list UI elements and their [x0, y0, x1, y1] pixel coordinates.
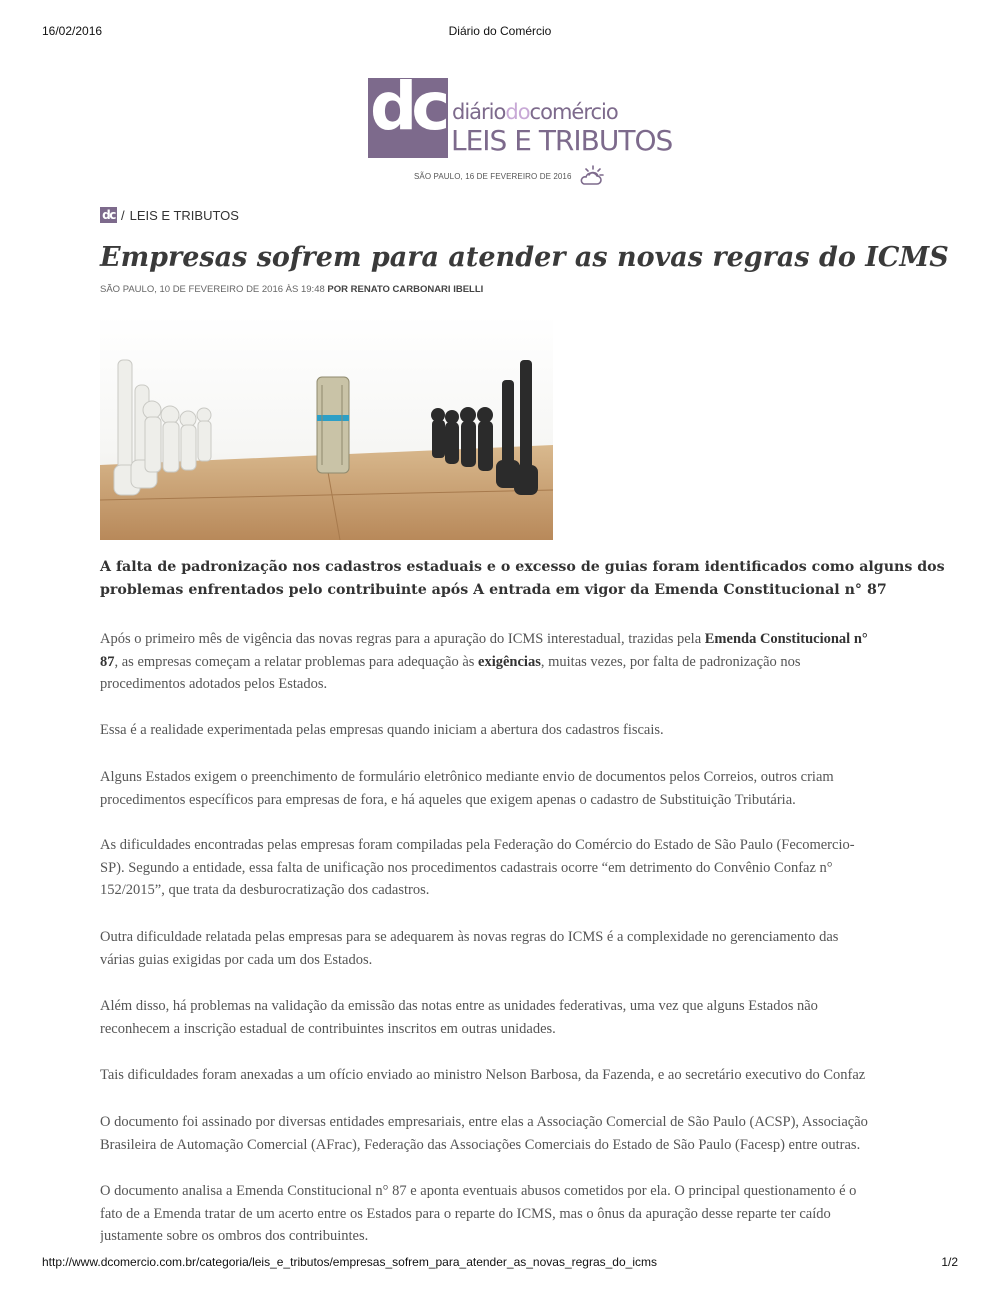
article-paragraph-1: Após o primeiro mês de vigência das novas regras para a apuração do ICMS interestadual, trazidas pela Emenda Constitucional n° 87, as empresas começam a relatar problemas para adequação às exigências, muitas vezes, por falta de padronização nos procedimentos adotados pelos Estados.	[100, 631, 868, 692]
article-paragraph-9: O documento analisa a Emenda Constitucional n° 87 e aponta eventuais abusos cometidos por ela. O principal questionamento é o fato de a Emenda tratar de um acerto entre os Estados para o reparte do ICMS, mas o ônus da apuração desse reparte ter caído justamente sobre os ombros dos contribuintes.	[100, 1183, 857, 1244]
print-header	[0, 24, 1000, 40]
article-paragraph-2: Essa é a realidade experimentada pelas empresas quando iniciam a abertura dos cadastros fiscais.	[100, 722, 664, 738]
exigencias-link[interactable]: exigências	[478, 653, 541, 670]
byline-author: POR RENATO CARBONARI IBELLI	[327, 284, 484, 295]
site-logo[interactable]	[368, 68, 673, 158]
breadcrumb-category-link[interactable]: LEIS E TRIBUTOS	[129, 207, 239, 223]
article-paragraph-7: Tais dificuldades foram anexadas a um ofício enviado ao ministro Nelson Barbosa, da Fazenda, e ao secretário executivo do Confaz	[100, 1067, 866, 1083]
print-title: Diário do Comércio	[448, 24, 552, 38]
print-date: 16/02/2016	[42, 24, 103, 38]
print-page-number: 1/2	[941, 1255, 958, 1269]
byline-meta: SÃO PAULO, 10 DE FEVEREIRO DE 2016 ÀS 19:48	[100, 284, 325, 295]
article-headline: Empresas sofrem para atender as novas regras do ICMS	[100, 242, 949, 273]
article-paragraph-3: Alguns Estados exigem o preenchimento de formulário eletrônico mediante envio de documentos pelos Correios, outros criam procedimentos específicos para empresas de fora, e há aqueles que exigem apenas o cadastro de Substituição Tributária.	[100, 769, 834, 808]
logo-section-name: LEIS E TRIBUTOS	[451, 124, 673, 157]
print-url: http://www.dcomercio.com.br/categoria/leis_e_tributos/empresas_sofrem_para_atender_as_novas_regras_do_icms	[42, 1255, 657, 1269]
article-paragraph-8: O documento foi assinado por diversas entidades empresariais, entre elas a Associação Comercial de São Paulo (ACSP), Associação Brasileira de Automação Comercial (AFrac), Federação das Associações Comerciais do Estado de São Paulo (Facesp) entre outras.	[100, 1114, 868, 1153]
print-footer	[0, 1255, 1000, 1271]
article-paragraph-4: As dificuldades encontradas pelas empresas foram compiladas pela Federação do Comércio do Estado de São Paulo (Fecomercio- SP). Segundo a entidade, essa falta de unificação nos procedimentos cadastrais ocorre “em detrimento do Convênio Confaz n° 152/2015”, que trata da desburocratização dos cadastros.	[100, 837, 855, 898]
logo-brand-name: diáriodocomércio	[452, 100, 618, 124]
breadcrumb-separator: /	[121, 207, 125, 223]
home-icon[interactable]: dc	[100, 207, 117, 223]
site-dateline: SÃO PAULO, 16 DE FEVEREIRO DE 2016	[414, 172, 572, 181]
emenda-link[interactable]: Emenda Constitucional n° 87	[100, 631, 868, 670]
article-lead: A falta de padronização nos cadastros estaduais e o excesso de guias foram identificados como alguns dos problemas enfrentados pelo contribuinte após A entrada em vigor da Emenda Constitucional n° 87	[100, 559, 945, 598]
breadcrumb	[100, 206, 239, 224]
logo-mark: dc	[368, 78, 448, 158]
article-paragraph-6: Além disso, há problemas na validação da emissão das notas entre as unidades federativas, uma vez que alguns Estados não reconhecem a inscrição estadual de contribuintes inscritos em outras unidades.	[100, 998, 818, 1037]
article-paragraph-5: Outra dificuldade relatada pelas empresas para se adequarem às novas regras do ICMS é a complexidade no gerenciamento das várias guias exigidas por cada um dos Estados.	[100, 929, 839, 968]
partly-cloudy-icon	[578, 164, 606, 188]
article-hero-image	[100, 315, 553, 540]
article-byline	[100, 284, 483, 295]
